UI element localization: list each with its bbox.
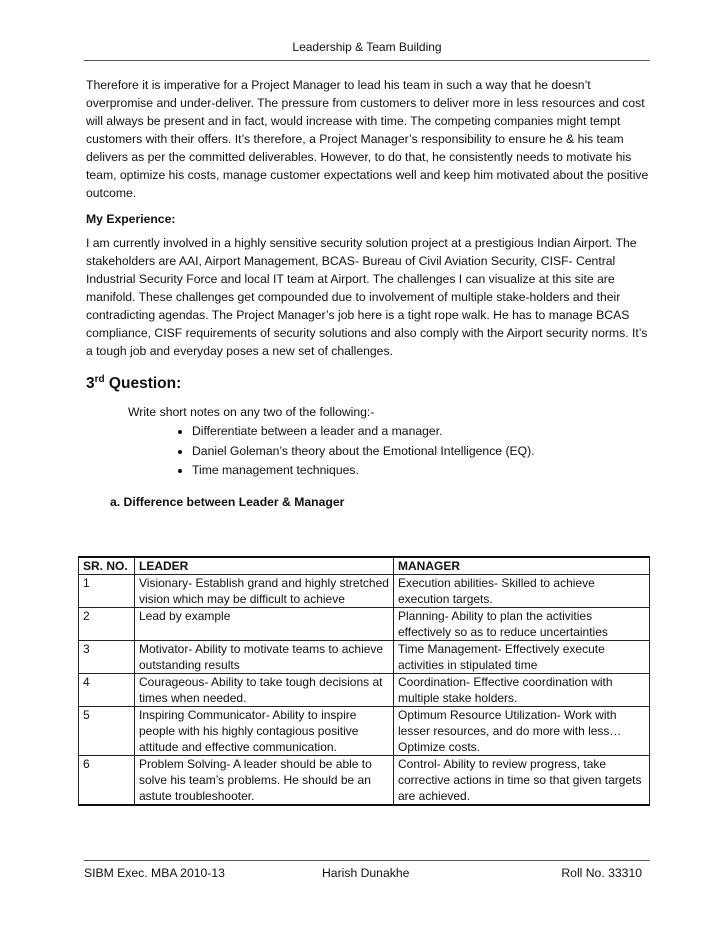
table-row — [79, 608, 650, 641]
question-intro: Write short notes on any two of the following:- — [128, 405, 375, 420]
question-ordinal: rd — [94, 374, 105, 385]
experience-heading: My Experience: — [86, 212, 176, 226]
cell-sr-no: 6 — [79, 756, 135, 806]
topic-item: • Time management techniques. — [192, 461, 652, 481]
cell-leader: Inspiring Communicator- Ability to inspire people with his highly contagious positive attitude and effective communication. — [135, 707, 394, 756]
leader-manager-table — [78, 556, 650, 806]
footer-course: SIBM Exec. MBA 2010-13 — [84, 866, 225, 880]
cell-manager: Planning- Ability to plan the activities effectively so as to reduce uncertainties — [394, 608, 650, 641]
document-body — [86, 76, 652, 519]
cell-leader: Lead by example — [135, 608, 394, 641]
table-row — [79, 674, 650, 707]
footer-roll-no: Roll No. 33310 — [561, 866, 642, 880]
topic-item: • Differentiate between a leader and a manager. — [192, 422, 652, 442]
table-row — [79, 575, 650, 608]
cell-manager: Execution abilities- Skilled to achieve execution targets. — [394, 575, 650, 608]
header-rule — [84, 60, 650, 61]
cell-sr-no: 2 — [79, 608, 135, 641]
cell-leader: Motivator- Ability to motivate teams to achieve outstanding results — [135, 641, 394, 674]
footer-author: Harish Dunakhe — [322, 866, 410, 880]
cell-manager: Control- Ability to review progress, take corrective actions in time so that given targets are achieved. — [394, 756, 650, 806]
table-row — [79, 641, 650, 674]
question-heading — [86, 374, 652, 393]
page-header: Leadership & Team Building — [292, 40, 442, 54]
topic-list — [86, 422, 652, 481]
cell-leader: Courageous- Ability to take tough decisions at times when needed. — [135, 674, 394, 707]
cell-manager: Optimum Resource Utilization- Work with lesser resources, and do more with less… Optimize costs. — [394, 707, 650, 756]
cell-manager: Coordination- Effective coordination with multiple stake holders. — [394, 674, 650, 707]
paragraph-experience: I am currently involved in a highly sensitive security solution project at a prestigious Indian Airport. The stakeholders are AAI, Airport Management, BCAS- Bureau of Civil Aviation Security, CISF- Central Industrial Security Force and local IT team at Airport. The challenges I can visualize at this site are manifold. These challenges get compounded due to involvement of multiple stake-holders and their contradicting agendas. The Project Manager’s job here is a tight rope walk. He has to manage BCAS compliance, CISF requirements of security solutions and also comply with the Airport security norms. It’s a tough job and everyday poses a new set of challenges. — [86, 236, 648, 358]
table-row — [79, 756, 650, 806]
topic-item: • Daniel Goleman’s theory about the Emotional Intelligence (EQ). — [192, 442, 652, 462]
table-row — [79, 707, 650, 756]
header-leader: LEADER — [135, 557, 394, 575]
header-manager: MANAGER — [394, 557, 650, 575]
cell-sr-no: 1 — [79, 575, 135, 608]
header-sr-no: SR. NO. — [79, 557, 135, 575]
table-header-row — [79, 557, 650, 575]
cell-manager: Time Management- Effectively execute activities in stipulated time — [394, 641, 650, 674]
section-heading-leader-manager: a. Difference between Leader & Manager — [110, 494, 345, 509]
paragraph-pm-responsibility: Therefore it is imperative for a Project Manager to lead his team in such a way that he doesn’t overpromise and under-deliver. The pressure from customers to deliver more in less resources and cost will always be present and in fact, would increase with time. The competing companies might tempt customers with their offers. It’s therefore, a Project Manager’s responsibility to ensure he & his team delivers as per the committed deliverables. However, to do that, he consistently needs to motivate his team, optimize his costs, manage customer expectations well and keep him motivated about the positive outcome. — [86, 78, 649, 200]
question-number: 3 — [86, 375, 95, 393]
cell-sr-no: 4 — [79, 674, 135, 707]
cell-sr-no: 3 — [79, 641, 135, 674]
cell-leader: Visionary- Establish grand and highly stretched vision which may be difficult to achieve — [135, 575, 394, 608]
cell-sr-no: 5 — [79, 707, 135, 756]
cell-leader: Problem Solving- A leader should be able to solve his team’s problems. He should be an astute troubleshooter. — [135, 756, 394, 806]
question-word: Question: — [104, 375, 182, 393]
footer-rule — [84, 860, 650, 861]
